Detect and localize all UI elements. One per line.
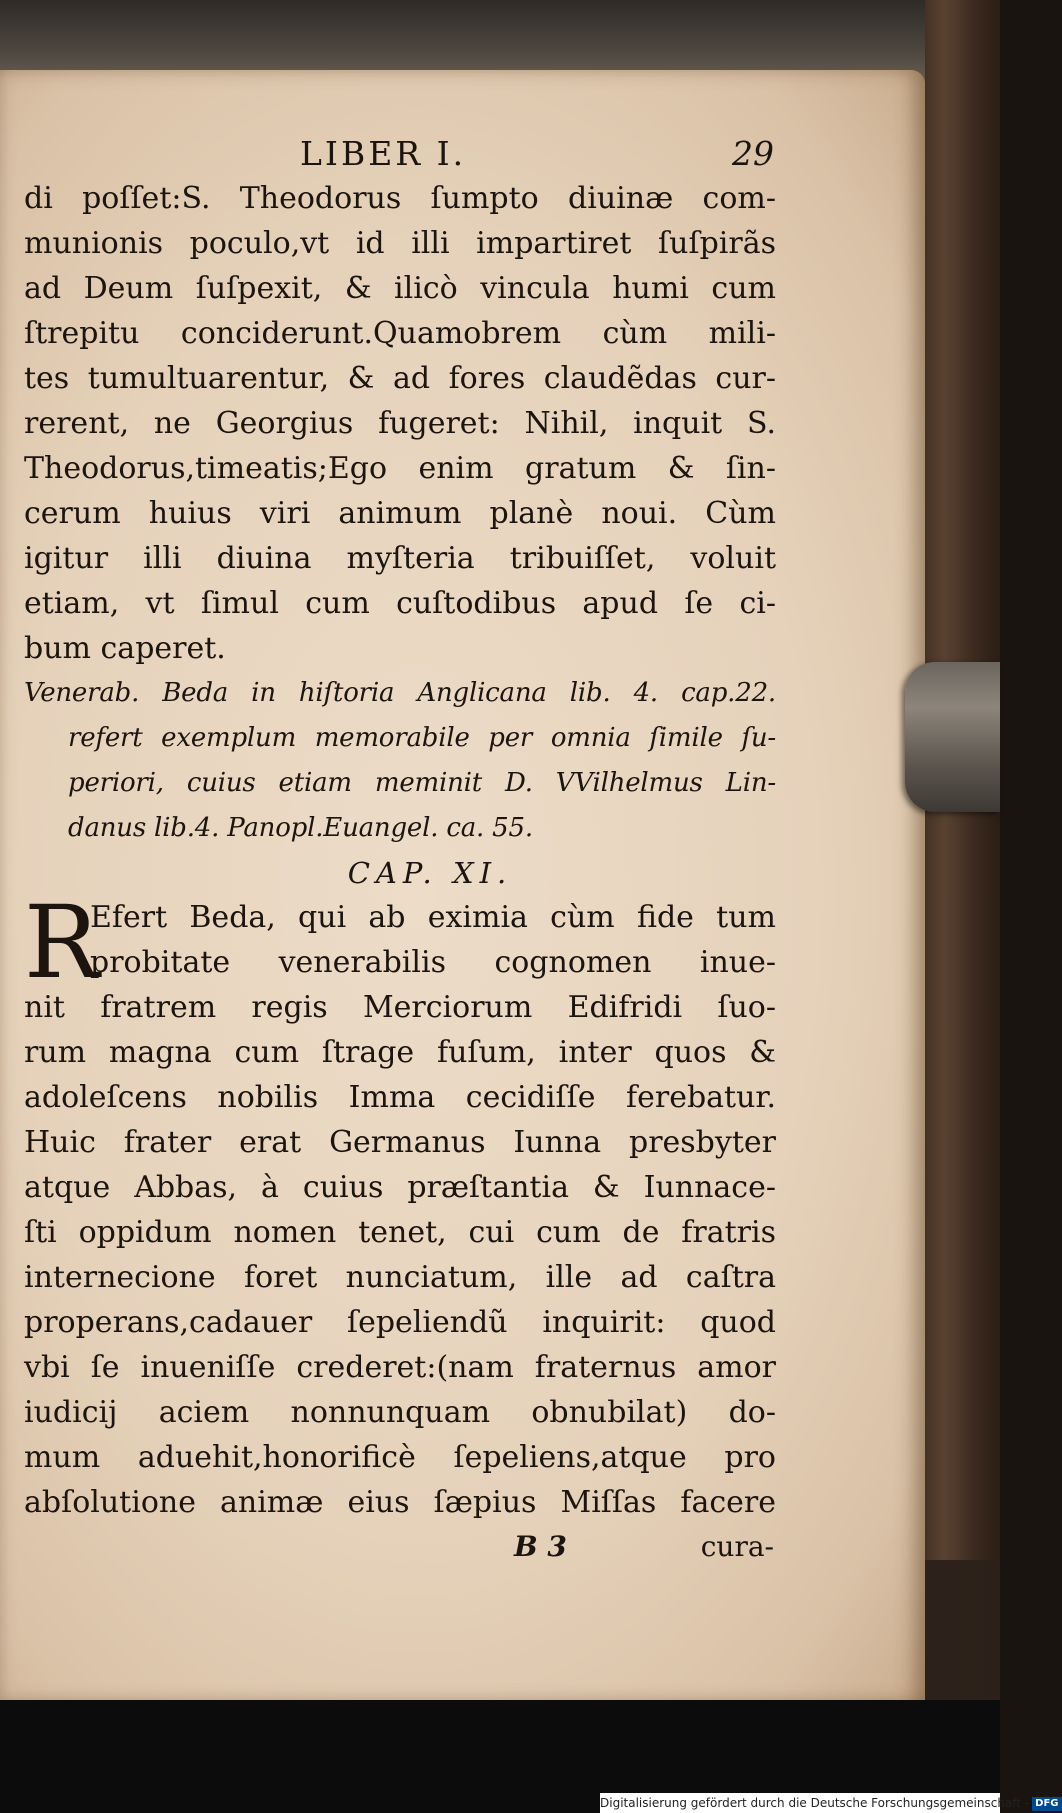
text-line: atque Abbas, à cuius præſtantia & Iunnace- (24, 1170, 776, 1205)
note-line: danus lib.4. Panopl.Euangel. ca. 55. (68, 813, 533, 843)
note-line: Venerab. Beda in hiſtoria Anglicana lib. 4. cap.22. (24, 678, 776, 708)
folio-number: 29 (732, 134, 774, 173)
signature-mark: B 3 (514, 1530, 567, 1563)
text-line: etiam, vt ſimul cum cuſtodibus apud ſe ci- (24, 586, 776, 621)
text-line: rerent, ne Georgius fugeret: Nihil, inquit S. (24, 406, 776, 441)
text-line: cerum huius viri animum planè noui. Cùm (24, 496, 776, 531)
text-line: Huic frater erat Germanus Iunna presbyter (24, 1125, 776, 1160)
text-line: iudicij aciem nonnunquam obnubilat) do- (24, 1395, 776, 1430)
text-line: igitur illi diuina myſteria tribuiſſet, voluit (24, 541, 776, 576)
dfg-logo: DFG (1032, 1797, 1061, 1811)
text-line: Efert Beda, qui ab eximia cùm fide tum (90, 900, 776, 935)
digitization-credit: Digitalisierung gefördert durch die Deutsche Forschungsgemeinschaft - (600, 1796, 1030, 1810)
text-line: nit fratrem regis Merciorum Edifridi ſuo- (24, 990, 776, 1025)
running-title: LIBER I. (300, 134, 467, 173)
text-line: ſtrepitu conciderunt.Quamobrem cùm mili- (24, 316, 776, 351)
catchword: cura- (700, 1530, 774, 1563)
text-line: di poſſet:S. Theodorus ſumpto diuinæ com- (24, 181, 776, 216)
text-line: ad Deum ſuſpexit, & ilicò vincula humi cum (24, 271, 776, 306)
chapter-heading: CAP. XI. (347, 856, 513, 890)
digitization-credit-bar (600, 1793, 1059, 1813)
running-head (24, 132, 776, 176)
text-line: adoleſcens nobilis Imma cecidiſſe ferebatur. (24, 1080, 776, 1115)
text-line: bum caperet. (24, 631, 226, 666)
drop-cap: R (24, 884, 100, 1001)
text-line: rum magna cum ſtrage fuſum, inter quos & (24, 1035, 776, 1070)
text-line: vbi ſe inueniſſe crederet:(nam fraternus amor (24, 1350, 776, 1385)
text-line: ſti oppidum nomen tenet, cui cum de fratris (24, 1215, 776, 1250)
text-line: munionis poculo,vt id illi impartiret ſuſpirãs (24, 226, 776, 261)
metal-clasp (905, 662, 1000, 812)
body-paragraph-1 (24, 176, 776, 671)
text-line: tes tumultuarentur, & ad fores claudẽdas cur- (24, 361, 776, 396)
body-paragraph-2 (24, 884, 776, 1525)
text-line: properans,cadauer ſepeliendũ inquirit: quod (24, 1305, 776, 1340)
text-line: Theodorus,timeatis;Ego enim gratum & ſin- (24, 451, 776, 486)
text-line: internecione foret nunciatum, ille ad caſtra (24, 1260, 776, 1295)
note-line: refert exemplum memorabile per omnia ſimile ſu- (68, 723, 776, 753)
text-line: mum aduehit,honorificè ſepeliens,atque pro (24, 1440, 776, 1475)
catch-line (24, 1525, 776, 1569)
text-line: abſolutione animæ eius ſæpius Miſſas facere (24, 1485, 776, 1520)
text-line: probitate venerabilis cognomen inue- (90, 945, 776, 980)
page-text (24, 132, 776, 1569)
marginal-note (24, 671, 776, 851)
note-line: periori, cuius etiam meminit D. VVilhelmus Lin- (68, 768, 776, 798)
